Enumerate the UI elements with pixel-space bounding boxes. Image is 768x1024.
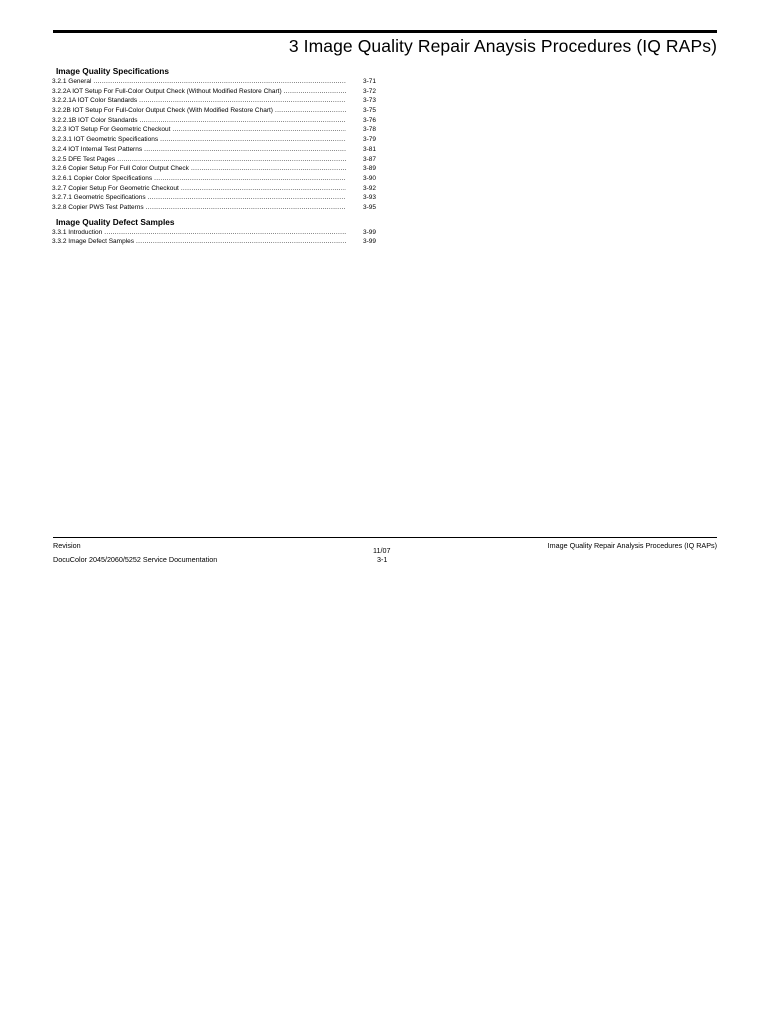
toc-dot-leader [172,125,346,135]
toc-dot-leader [154,174,346,184]
table-of-contents [52,66,376,247]
toc-dot-leader [140,116,346,126]
toc-entry[interactable] [52,96,376,106]
toc-entry-page: 3-78 [362,126,376,134]
footer-doc-name: DocuColor 2045/2060/5252 Service Documentation [53,555,218,564]
toc-dot-leader [148,193,346,203]
toc-entry-title: 3.2.6 Copier Setup For Full Color Output Check [52,165,189,173]
toc-entry-page: 3-75 [362,107,376,115]
toc-dot-leader [284,87,346,97]
toc-entry-title: 3.2.7 Copier Setup For Geometric Checkout [52,184,179,192]
toc-entry[interactable] [52,116,376,126]
page-title: 3 Image Quality Repair Anaysis Procedures (IQ RAPs) [288,36,717,56]
toc-entry-title: 3.3.2 Image Defect Samples [52,238,135,246]
toc-entry-page: 3-87 [362,155,376,163]
toc-entry-page: 3-89 [362,165,376,173]
toc-entry[interactable] [52,237,376,247]
toc-entry[interactable] [52,184,376,194]
toc-entry-page: 3-99 [362,238,376,246]
toc-dot-leader [136,237,346,247]
toc-entry-title: 3.2.1 General [52,78,92,85]
toc-entry[interactable] [52,125,376,135]
toc-entry[interactable] [52,174,376,184]
toc-entry-page: 3-95 [362,203,376,211]
footer-date: 11/07 [373,546,391,555]
footer-page-number: 3-1 [377,555,388,564]
toc-entry-title: 3.2.2.1A IOT Color Standards [52,97,138,105]
toc-dot-leader [144,145,346,155]
toc-entry-page: 3-81 [362,145,376,153]
toc-entry[interactable] [52,228,376,238]
toc-entry-title: 3.2.2B IOT Setup For Full-Color Output Check (With Modified Restore Chart) [52,107,273,115]
toc-entry-title: 3.2.6.1 Copier Color Specifications [52,174,153,182]
toc-entry-title: 3.2.2A IOT Setup For Full-Color Output Check (Without Modified Restore Chart) [52,87,282,95]
toc-entry[interactable] [52,164,376,174]
toc-entry[interactable] [52,77,376,87]
toc-entry-page: 3-99 [362,228,376,236]
toc-entry-page: 3-72 [362,87,376,95]
toc-dot-leader [181,184,346,194]
toc-entry[interactable] [52,203,376,213]
toc-entry[interactable] [52,155,376,165]
toc-dot-leader [93,77,346,87]
toc-entry-page: 3-90 [362,174,376,182]
toc-dot-leader [139,96,346,106]
toc-entry-title: 3.2.4 IOT Internal Test Patterns [52,145,143,153]
toc-entry-page: 3-71 [362,78,376,85]
footer-rule [53,537,717,538]
toc-entry[interactable] [52,135,376,145]
toc-entry-page: 3-92 [362,184,376,192]
header-rule [53,30,717,33]
toc-entry-title: 3.2.8 Copier PWS Test Patterns [52,203,144,211]
toc-entry-title: 3.2.7.1 Geometric Specifications [52,194,146,202]
toc-section-list [52,228,376,247]
toc-entry-title: 3.2.5 DFE Test Pages [52,155,116,163]
toc-dot-leader [191,164,346,174]
toc-entry-page: 3-76 [362,116,376,124]
toc-entry-page: 3-79 [362,136,376,144]
toc-entry-title: 3.2.3 IOT Setup For Geometric Checkout [52,126,171,134]
toc-entry-title: 3.3.1 Introduction [52,228,103,236]
toc-entry[interactable] [52,106,376,116]
toc-dot-leader [117,155,346,165]
toc-dot-leader [160,135,346,145]
toc-section-heading: Image Quality Specifications [56,66,169,76]
toc-entry[interactable] [52,193,376,203]
toc-entry-page: 3-73 [362,97,376,105]
toc-section-heading: Image Quality Defect Samples [56,216,175,227]
toc-section-list [52,77,376,213]
toc-entry-title: 3.2.3.1 IOT Geometric Specifications [52,136,159,144]
toc-entry[interactable] [52,87,376,97]
footer-revision-label: Revision [53,541,81,550]
toc-entry[interactable] [52,145,376,155]
toc-dot-leader [275,106,346,116]
toc-entry-page: 3-93 [362,194,376,202]
toc-dot-leader [146,203,346,213]
toc-dot-leader [104,228,346,238]
footer-chapter-title: Image Quality Repair Analysis Procedures (IQ RAPs) [547,541,717,550]
toc-entry-title: 3.2.2.1B IOT Color Standards [52,116,138,124]
